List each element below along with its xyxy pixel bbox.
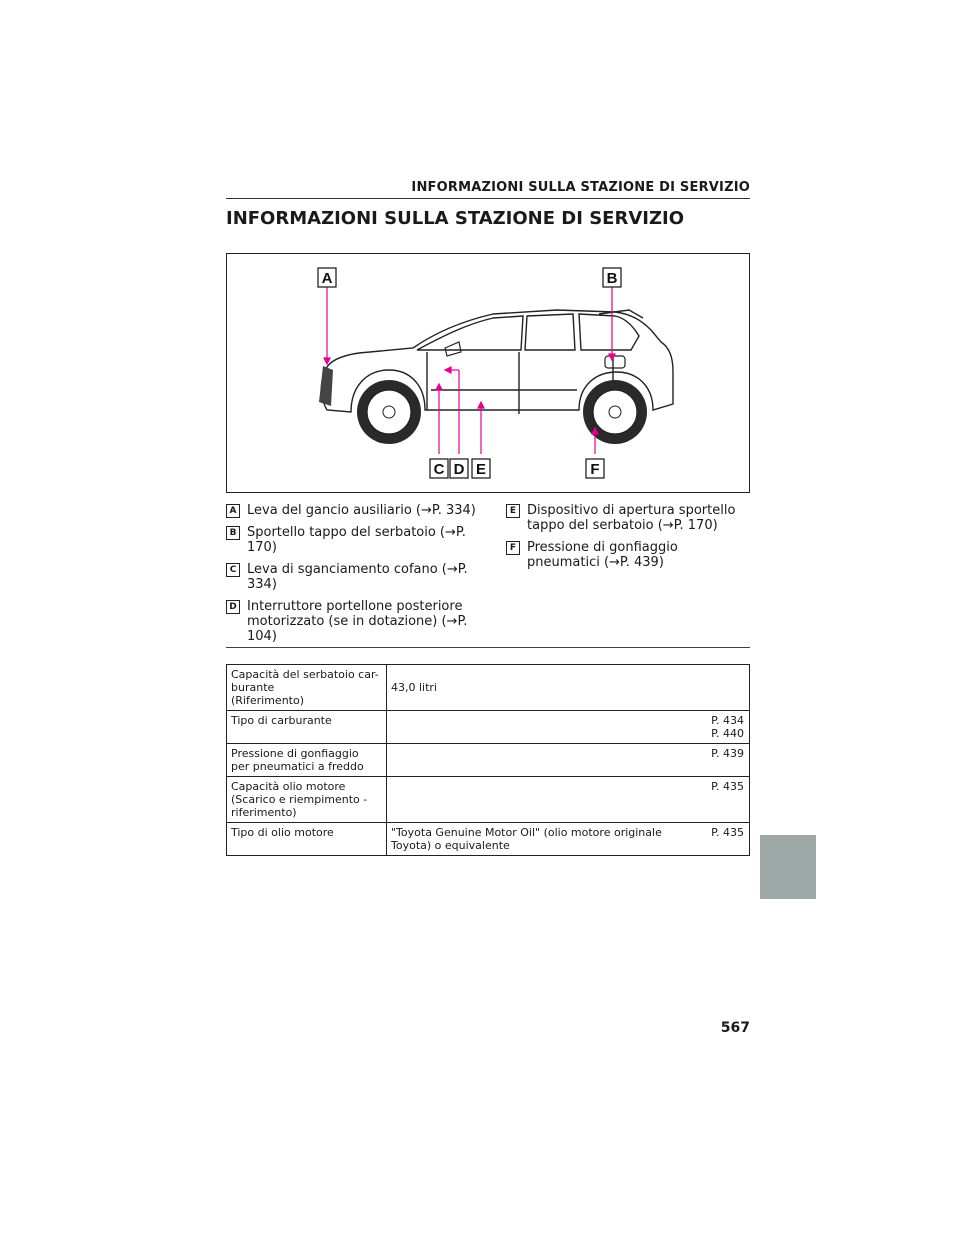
table-cell-value bbox=[387, 744, 750, 777]
table-cell-label bbox=[227, 823, 387, 856]
row-ref: P. 439 bbox=[711, 747, 744, 760]
callout-item-a bbox=[226, 503, 484, 518]
vehicle-illustration bbox=[227, 254, 751, 494]
callout-letter-c: C bbox=[226, 563, 240, 577]
side-mirror bbox=[445, 342, 461, 356]
label-f: F bbox=[590, 461, 600, 478]
callout-item-b bbox=[226, 525, 484, 555]
row-label: Tipo di carburante bbox=[231, 714, 332, 727]
table-row bbox=[227, 823, 750, 856]
callout-letter-d: D bbox=[226, 600, 240, 614]
callout-text-e: Dispositivo di apertura sportello tappo del serbatoio (→P. 170) bbox=[527, 503, 736, 533]
section-thumb-tab bbox=[760, 835, 816, 899]
vehicle-figure bbox=[226, 253, 750, 493]
row-value: "Toyota Genuine Motor Oil" (olio motore originale Toyota) o equivalente bbox=[391, 826, 662, 852]
row-label: Capacità del serbatoio car- burante (Riferimento) bbox=[231, 668, 379, 707]
table-cell-label bbox=[227, 665, 387, 711]
table-cell-value bbox=[387, 711, 750, 744]
callout-text-a: Leva del gancio ausiliario (→P. 334) bbox=[247, 503, 476, 518]
front-grille bbox=[319, 366, 333, 406]
label-a: A bbox=[321, 270, 333, 287]
table-row bbox=[227, 665, 750, 711]
row-ref: P. 435 bbox=[711, 780, 744, 793]
table-cell-value bbox=[387, 665, 750, 711]
callout-letter-e: E bbox=[506, 504, 520, 518]
callout-letter-f: F bbox=[506, 541, 520, 555]
page-number: 567 bbox=[720, 1020, 750, 1036]
callout-list-right bbox=[506, 503, 750, 577]
callout-text-d: Interruttore portellone posteriore motorizzato (se in dotazione) (→P. 104) bbox=[247, 599, 468, 644]
header-rule bbox=[226, 198, 750, 199]
label-b: B bbox=[606, 270, 618, 287]
section-rule bbox=[226, 647, 750, 648]
table-cell-label bbox=[227, 777, 387, 823]
row-value: 43,0 litri bbox=[391, 681, 437, 694]
row-label: Pressione di gonfiaggio per pneumatici a freddo bbox=[231, 747, 364, 773]
callout-text-f: Pressione di gonfiaggio pneumatici (→P. 439) bbox=[527, 540, 678, 570]
callout-item-e bbox=[506, 503, 750, 533]
row-label: Tipo di olio motore bbox=[231, 826, 334, 839]
callout-list-left bbox=[226, 503, 484, 651]
table-row bbox=[227, 744, 750, 777]
callout-text-b: Sportello tappo del serbatoio (→P. 170) bbox=[247, 525, 466, 555]
callout-letter-b: B bbox=[226, 526, 240, 540]
table-cell-value bbox=[387, 777, 750, 823]
callout-item-f bbox=[506, 540, 750, 570]
table-row bbox=[227, 777, 750, 823]
label-e: E bbox=[475, 461, 487, 478]
table-row bbox=[227, 711, 750, 744]
row-ref: P. 435 bbox=[711, 826, 744, 839]
running-header: INFORMAZIONI SULLA STAZIONE DI SERVIZIO bbox=[411, 180, 750, 195]
front-wheel bbox=[357, 380, 421, 444]
label-d: D bbox=[453, 461, 465, 478]
service-info-table bbox=[226, 664, 750, 856]
row-label: Capacità olio motore (Scarico e riempimento - riferimento) bbox=[231, 780, 368, 819]
fuel-door bbox=[605, 356, 625, 368]
label-c: C bbox=[433, 461, 445, 478]
table-cell-label bbox=[227, 744, 387, 777]
callout-letter-a: A bbox=[226, 504, 240, 518]
table-cell-label bbox=[227, 711, 387, 744]
page-title: INFORMAZIONI SULLA STAZIONE DI SERVIZIO bbox=[226, 208, 685, 229]
table-cell-value bbox=[387, 823, 750, 856]
callout-text-c: Leva di sganciamento cofano (→P. 334) bbox=[247, 562, 468, 592]
row-ref: P. 434 P. 440 bbox=[711, 714, 744, 740]
callout-item-c bbox=[226, 562, 484, 592]
callout-item-d bbox=[226, 599, 484, 644]
